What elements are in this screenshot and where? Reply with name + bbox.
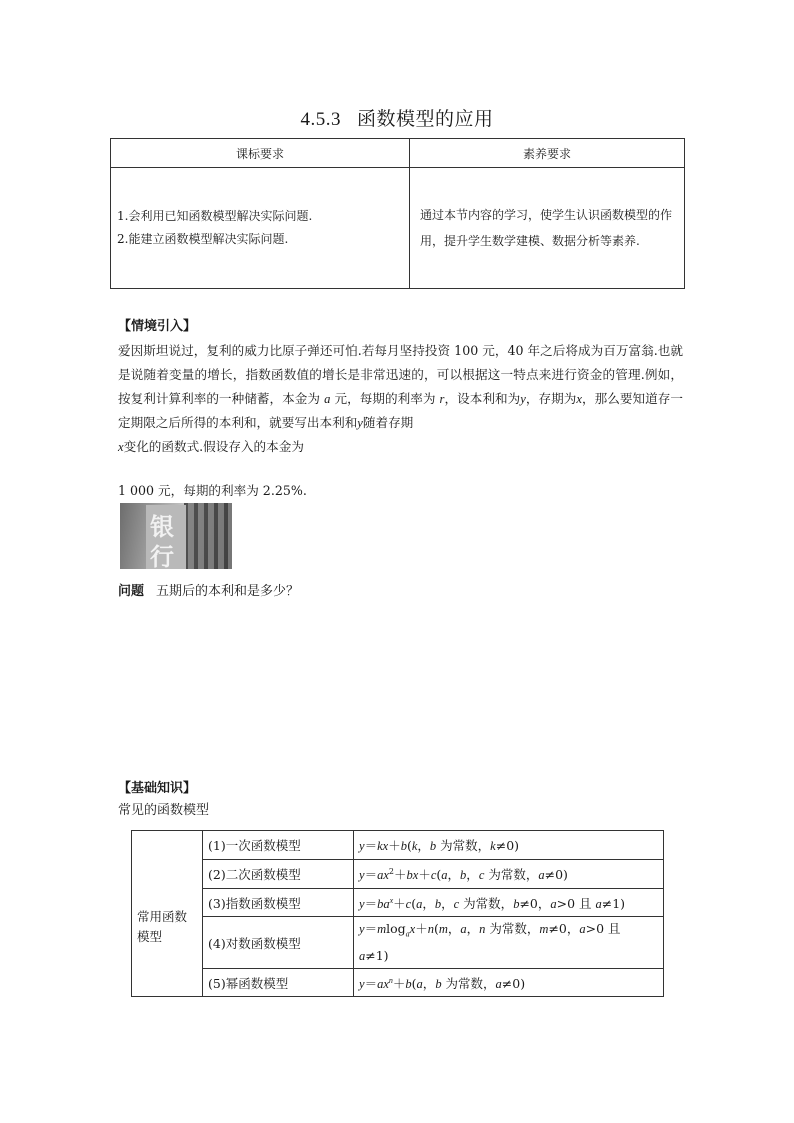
model-name: (3)指数函数模型 — [203, 889, 354, 917]
header-curriculum: 课标要求 — [111, 139, 410, 168]
model-name: (4)对数函数模型 — [203, 917, 354, 969]
var-r: r — [439, 392, 445, 406]
model-name: (5)幂函数模型 — [203, 969, 354, 997]
model-formula: y＝kx＋b(k，b 为常数，k≠0) — [354, 831, 664, 860]
building-windows — [184, 503, 232, 569]
requirements-table — [110, 138, 685, 289]
var-y: y — [520, 392, 526, 406]
section-number: 4.5.3 — [300, 109, 341, 130]
requirement-item: 2.能建立函数模型解决实际问题. — [117, 232, 289, 246]
intro-heading: 【情境引入】 — [118, 319, 197, 334]
var-a: a — [324, 392, 331, 406]
basics-heading: 【基础知识】 — [118, 781, 197, 796]
var-x: x — [576, 392, 582, 406]
function-models-table — [131, 830, 664, 997]
intro-paragraph: 爱因斯坦说过，复利的威力比原子弹还可怕.若每月坚持投资 100 元，40 年之后将成为百万富翁.也就是说随着变量的增长，指数函数值的增长是非常迅速的，可以根据这一特点来进行资金的管理.例如，按复利计算利率的一种储蓄，本金为 a 元，每期的利率为 r，设本利和为y，存期为x，那么要知道存一定期限之后所得的本利和，就要写出本利和y随着存期 x变化的函数式.假设存入的本金为 — [118, 343, 684, 454]
model-formula: $y=ba^x+c(a$，b，c 为常数，b≠0，a>0 且 a≠1) — [354, 889, 664, 917]
bank-photo — [120, 503, 232, 569]
sign-glyph: 行 — [150, 543, 174, 569]
question — [118, 580, 299, 599]
page-title — [0, 104, 794, 131]
models-category: 常用函数模型 — [132, 831, 203, 997]
intro-paragraph-end: 1 000 元，每期的利率为 2.25%. — [118, 483, 307, 498]
question-text: 五期后的本利和是多少？ — [156, 584, 300, 599]
model-name: (1)一次函数模型 — [203, 831, 354, 860]
literacy-requirements: 通过本节内容的学习，使学生认识函数模型的作用，提升学生数学建模、数据分析等素养. — [410, 168, 685, 289]
sign-glyph: 银 — [150, 513, 174, 541]
basics-subheading: 常见的函数模型 — [118, 803, 210, 818]
curriculum-requirements — [111, 168, 410, 289]
model-name: (2)二次函数模型 — [203, 860, 354, 889]
requirement-item: 1.会利用已知函数模型解决实际问题. — [117, 209, 313, 223]
model-formula: y＝mlog$_a$x＋n(m，a，n 为常数，m≠0，a>0 且 a≠1) — [354, 917, 664, 969]
question-label: 问题 — [118, 584, 145, 599]
model-formula: $y=ax^n+b(a$，b 为常数，a≠0) — [354, 969, 664, 997]
header-literacy: 素养要求 — [410, 139, 685, 168]
model-formula: $y=ax^2+bx+c(a$，b，c 为常数，a≠0) — [354, 860, 664, 889]
section-title: 函数模型的应用 — [356, 108, 494, 130]
